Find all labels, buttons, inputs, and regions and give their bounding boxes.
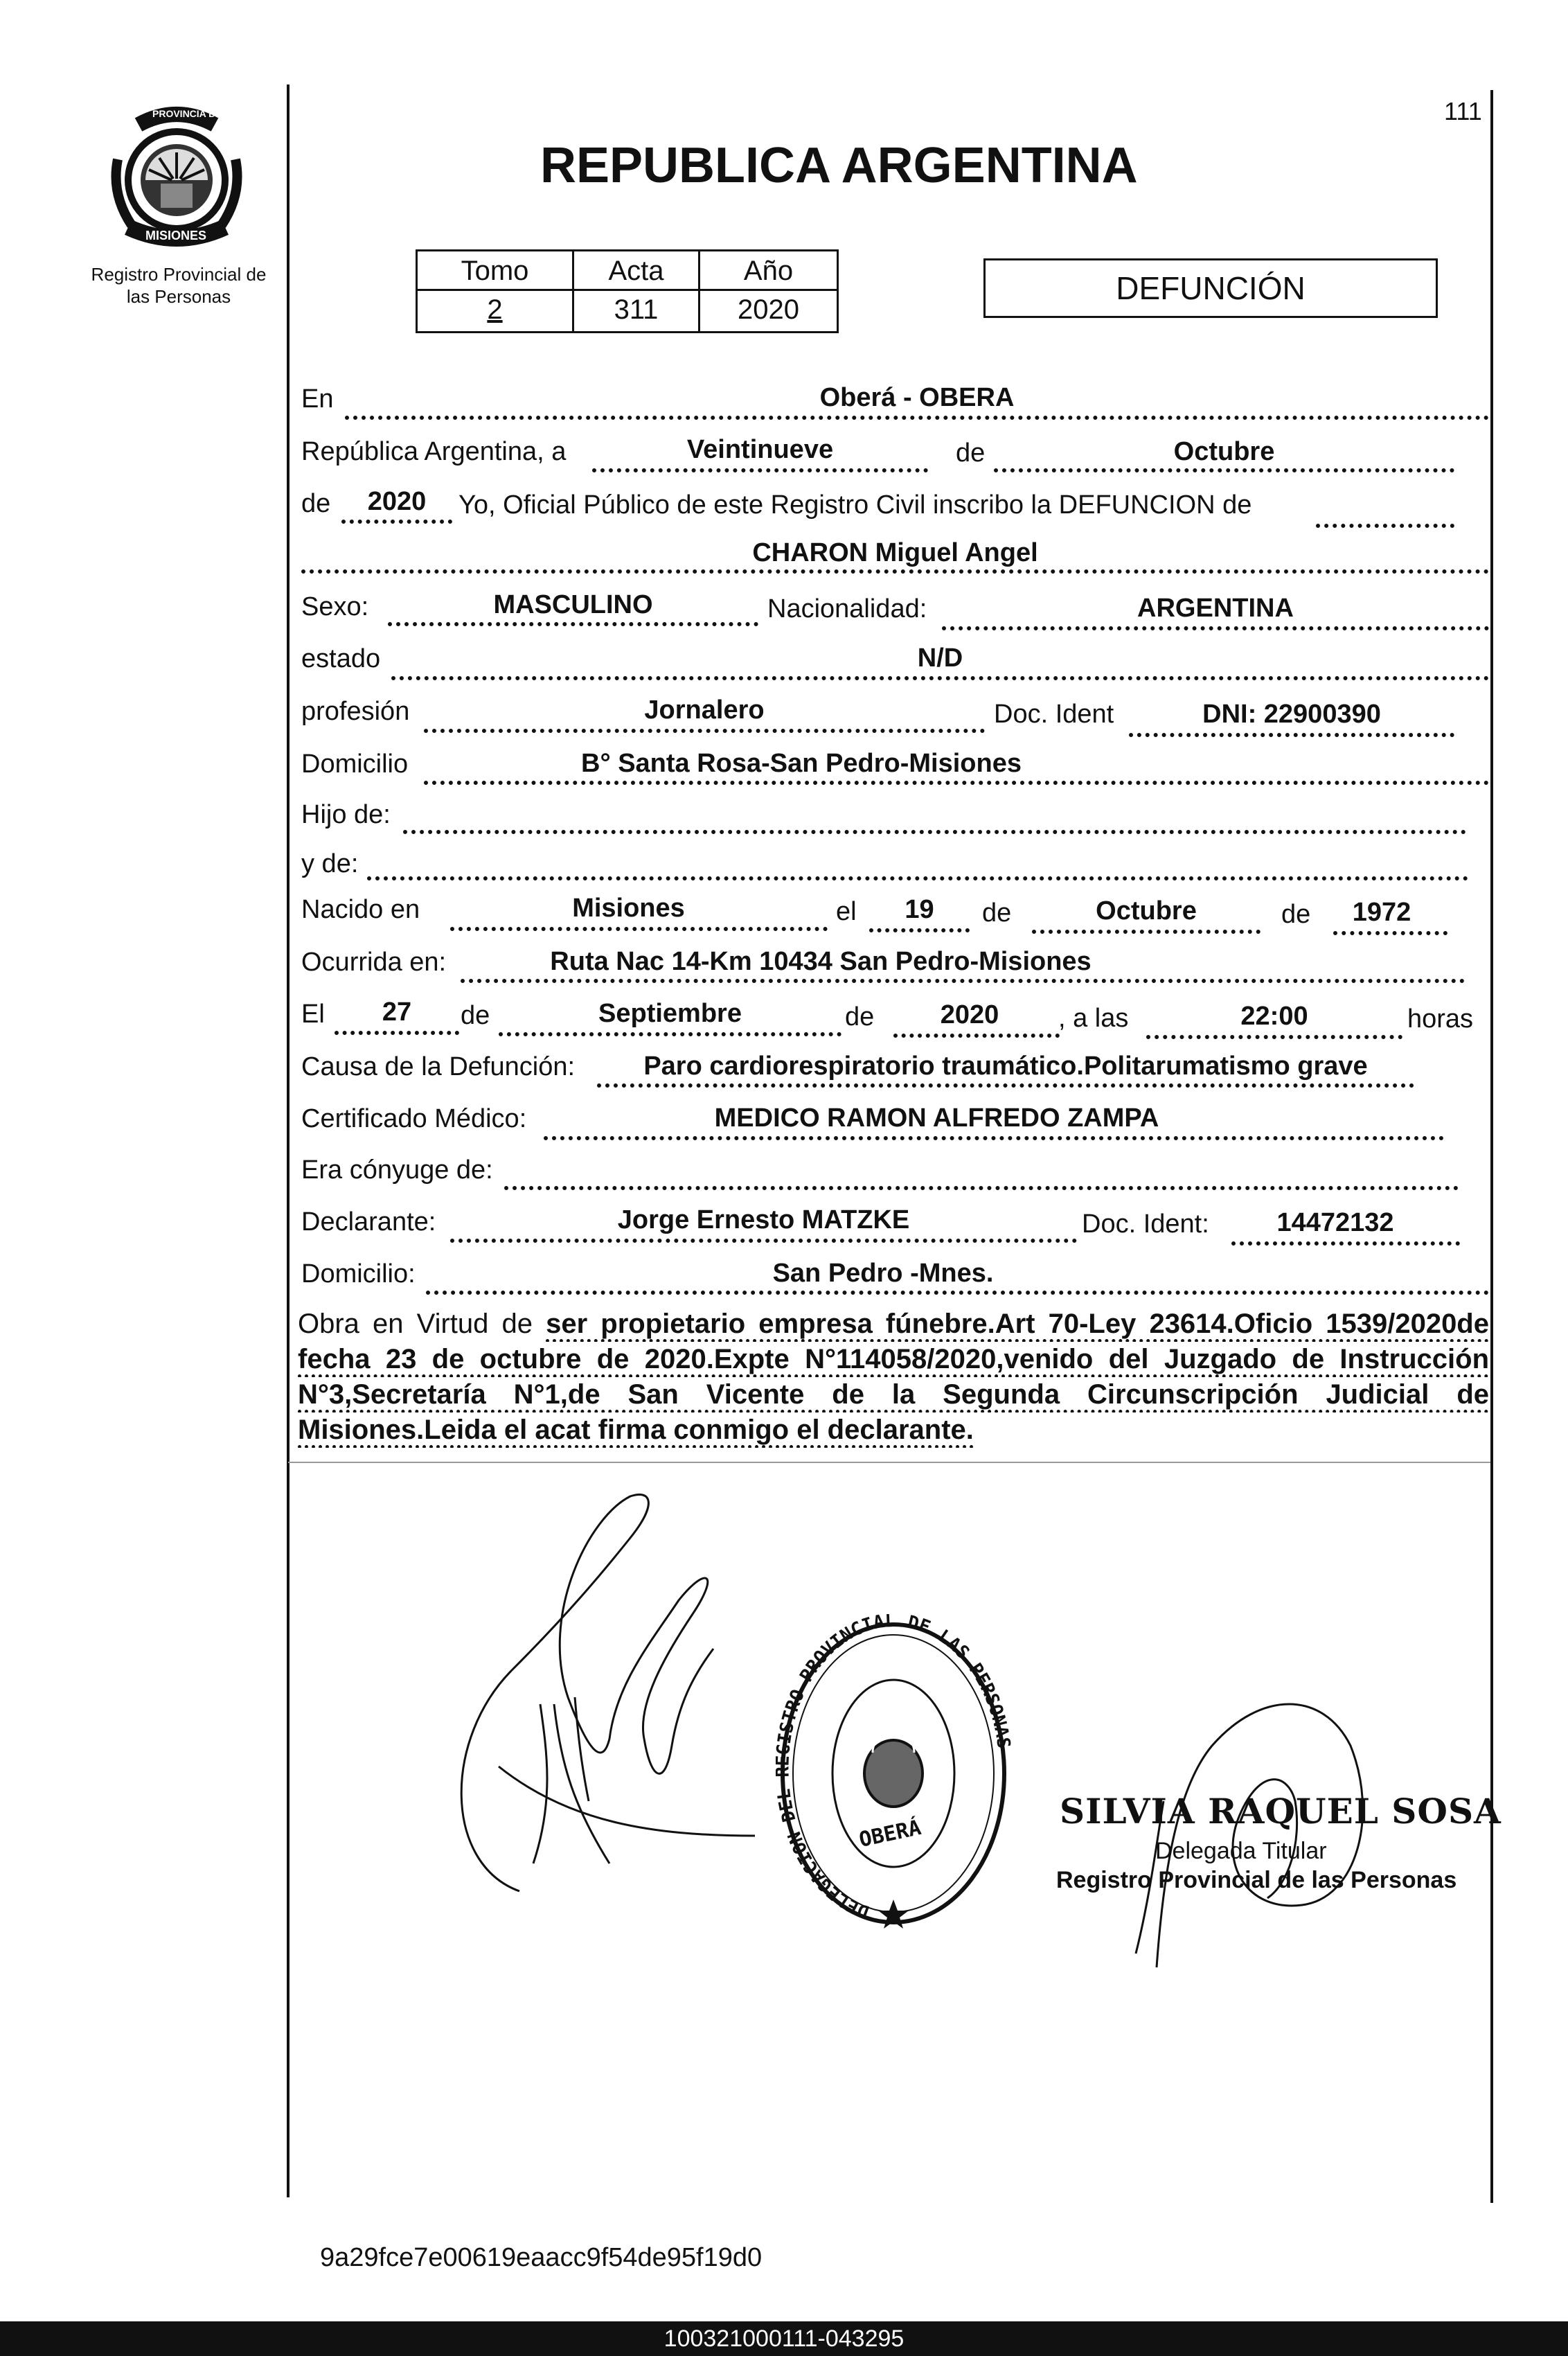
value-causa: Paro cardiorespiratorio traumático.Politarumatismo grave [643, 1052, 1368, 1081]
left-margin-line [287, 85, 289, 2197]
label-hijo-de: Hijo de: [301, 800, 391, 829]
label-conyuge: Era cónyuge de: [301, 1155, 493, 1185]
paragraph-line [298, 1307, 1489, 1342]
label-certificado: Certificado Médico: [301, 1104, 527, 1133]
value-nombre: CHARON Miguel Angel [752, 538, 1038, 567]
label-domicilio: Domicilio [301, 750, 409, 779]
label-de: de [982, 898, 1012, 928]
official-office: Registro Provincial de las Personas [1056, 1867, 1457, 1893]
seal-ring-text: DELEGACION DEL ISTRO PROVINCIAL DE LAS PERSONA [776, 1614, 1011, 1922]
official-title: Delegada Titular [1155, 1838, 1327, 1864]
label-el-cap: El [301, 1000, 325, 1029]
dotted-line [597, 1083, 1414, 1088]
dotted-line [341, 520, 452, 524]
dotted-line [403, 830, 1466, 834]
dotted-line [424, 781, 1489, 785]
label-y-de: y de: [301, 849, 359, 878]
dotted-line [869, 928, 970, 932]
dotted-line [592, 468, 928, 472]
paragraph-end-rule [288, 1462, 1490, 1463]
dotted-line [450, 927, 828, 931]
dotted-line [335, 1031, 459, 1035]
label-de: de [845, 1002, 875, 1031]
dotted-line [391, 676, 1489, 680]
document-hash: 9a29fce7e00619eaacc9f54de95f19d0 [320, 2243, 763, 2272]
dotted-line [388, 622, 758, 626]
value-obra-line2: fecha 23 de octubre de 2020.Expte N°114058/2020,venido del Juzgado de Instrucción [298, 1344, 1489, 1377]
footer-code: 100321000111-043295 [663, 2325, 905, 2352]
emblem-icon [104, 104, 249, 249]
obra-en-virtud-paragraph [298, 1307, 1489, 1448]
value-nacimiento-mes: Octubre [1096, 896, 1197, 925]
paragraph-line [298, 1377, 1489, 1412]
value-nacido-en: Misiones [572, 894, 685, 923]
value-lugar: Oberá - OBERA [819, 383, 1015, 412]
table-value-acta: 311 [614, 294, 659, 325]
dotted-line [426, 1291, 1489, 1295]
seal-icon [776, 1614, 1011, 1933]
value-fallecimiento-dia: 27 [382, 998, 412, 1027]
label-profesion: profesión [301, 697, 410, 726]
province-emblem [104, 104, 249, 249]
label-de: de [301, 489, 331, 518]
label-de: de [956, 439, 986, 468]
dotted-line [450, 1239, 1077, 1243]
dotted-line [1316, 524, 1454, 528]
value-ocurrida-en: Ruta Nac 14-Km 10434 San Pedro-Misiones [550, 947, 1092, 976]
value-estado: N/D [917, 644, 963, 673]
dotted-line [942, 626, 1489, 630]
emblem-text-bottom: MISIONES [145, 229, 207, 242]
label-doc-ident: Doc. Ident [994, 700, 1114, 729]
value-obra-line3: N°3,Secretaría N°1,de San Vicente de la Segunda Circunscripción Judicial de [298, 1379, 1489, 1412]
right-margin-line [1490, 90, 1493, 2203]
label-a-las: , a las [1058, 1004, 1129, 1033]
seal-bottom-text: OBERÁ [857, 1815, 923, 1853]
paragraph-line [298, 1412, 1489, 1448]
document-type: DEFUNCIÓN [1116, 270, 1306, 306]
value-declarante-domicilio: San Pedro -Mnes. [772, 1259, 994, 1288]
emblem-text-top: PROVINCIA DE [152, 108, 222, 119]
declarant-signature-icon [429, 1476, 790, 1933]
dotted-line [1129, 733, 1454, 737]
label-nacido-en: Nacido en [301, 895, 420, 924]
footer-bar [0, 2321, 1568, 2356]
value-dia-inscripcion: Veintinueve [686, 435, 834, 464]
value-fallecimiento-hora: 22:00 [1240, 1002, 1308, 1031]
label-en: En [301, 384, 334, 414]
dotted-line [424, 729, 985, 733]
value-nacimiento-dia: 19 [905, 895, 934, 924]
label-domicilio-declarante: Domicilio: [301, 1259, 416, 1288]
registry-name-line2: las Personas [126, 286, 231, 307]
label-doc-ident-declarante: Doc. Ident: [1082, 1210, 1209, 1239]
label-nacionalidad: Nacionalidad: [767, 594, 927, 623]
label-declarante: Declarante: [301, 1207, 436, 1237]
label-estado: estado [301, 644, 381, 673]
value-fallecimiento-mes: Septiembre [598, 999, 742, 1028]
value-mes-inscripcion: Octubre [1173, 437, 1275, 466]
table-header-tomo: Tomo [461, 256, 529, 286]
dotted-line [994, 468, 1454, 472]
value-declarante: Jorge Ernesto MATZKE [617, 1205, 910, 1234]
value-declarante-documento: 14472132 [1276, 1208, 1394, 1237]
value-documento: DNI: 22900390 [1202, 700, 1381, 729]
value-nacionalidad: ARGENTINA [1137, 594, 1294, 623]
value-obra-line1: ser propietario empresa fúnebre.Art 70-Ley 23614.Oficio 1539/2020de [546, 1309, 1489, 1342]
value-profesion: Jornalero [644, 696, 765, 725]
dotted-line [345, 416, 1489, 420]
value-certificado-medico: MEDICO RAMON ALFREDO ZAMPA [714, 1104, 1159, 1133]
value-sexo: MASCULINO [493, 590, 653, 619]
dotted-line [1333, 931, 1447, 935]
value-fallecimiento-anio: 2020 [940, 1000, 999, 1029]
dotted-line [461, 979, 1465, 983]
dotted-line [504, 1186, 1459, 1190]
registry-name [69, 263, 288, 308]
country-title: REPUBLICA ARGENTINA [540, 138, 1138, 193]
value-anio-inscripcion: 2020 [367, 487, 427, 516]
dotted-line [301, 569, 1489, 574]
table-value-anio: 2020 [738, 294, 799, 325]
dotted-line [1231, 1241, 1460, 1246]
official-name: SILVIA RAQUEL SOSA [1060, 1791, 1502, 1832]
table-header-acta: Acta [608, 256, 664, 286]
dotted-line [367, 876, 1468, 880]
label-causa: Causa de la Defunción: [301, 1052, 576, 1081]
record-table [416, 249, 839, 333]
official-seal [776, 1614, 1011, 1933]
label-de: de [461, 1001, 490, 1030]
dotted-line [893, 1034, 1060, 1038]
label-obra-en-virtud: Obra en Virtud de [298, 1309, 533, 1339]
value-obra-line4: Misiones.Leida el acat firma conmigo el declarante. [298, 1415, 974, 1448]
paragraph-line [298, 1342, 1489, 1377]
label-horas: horas [1407, 1004, 1474, 1034]
document-type-box [983, 258, 1438, 318]
dotted-line [1146, 1035, 1402, 1039]
label-ocurrida-en: Ocurrida en: [301, 948, 447, 977]
label-el: el [836, 897, 857, 926]
official-signature-icon [1060, 1663, 1447, 1981]
label-yo: Yo, Oficial Público de este Registro Civil inscribo la DEFUNCION de [458, 490, 1252, 520]
label-de: de [1281, 900, 1311, 929]
value-nacimiento-anio: 1972 [1352, 898, 1411, 927]
table-value-tomo: 2 [487, 294, 503, 325]
value-domicilio: B° Santa Rosa-San Pedro-Misiones [581, 749, 1022, 778]
dotted-line [1032, 930, 1260, 934]
dotted-line [544, 1136, 1444, 1140]
dotted-line [499, 1032, 841, 1036]
registry-name-line1: Registro Provincial de [91, 264, 267, 285]
table-row-divider [418, 289, 837, 291]
label-republica: República Argentina, a [301, 437, 567, 466]
page-number: 111 [1444, 97, 1482, 125]
label-sexo: Sexo: [301, 592, 369, 621]
table-header-anio: Año [743, 256, 794, 286]
